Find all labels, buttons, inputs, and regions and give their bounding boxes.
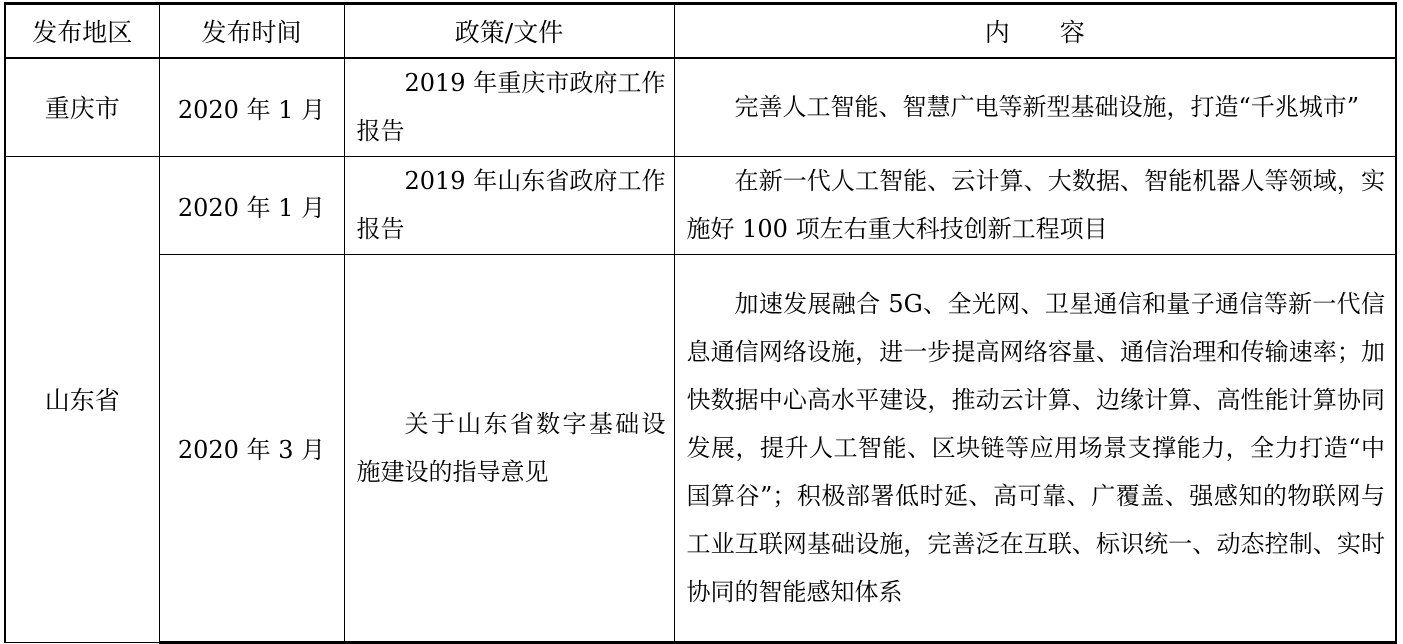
header-content: 内 容: [674, 4, 1396, 59]
policy-table: [4, 2, 1397, 644]
header-date: 发布时间: [159, 4, 344, 59]
cell-content: 在新一代人工智能、云计算、大数据、智能机器人等领域，实施好 100 项左右重大科技创新工程项目: [674, 156, 1396, 254]
cell-content: 完善人工智能、智慧广电等新型基础设施，打造“千兆城市”: [674, 58, 1396, 156]
cell-region: 重庆市: [5, 58, 159, 156]
table-header-row: [5, 4, 1396, 59]
cell-date: 2020 年 1 月: [159, 58, 344, 156]
cell-policy: 2019 年重庆市政府工作报告: [344, 58, 674, 156]
header-region: 发布地区: [5, 4, 159, 59]
cell-policy: 2019 年山东省政府工作报告: [344, 156, 674, 254]
cell-content: 加速发展融合 5G、全光网、卫星通信和量子通信等新一代信息通信网络设施，进一步提高网络容量、通信治理和传输速率；加快数据中心高水平建设，推动云计算、边缘计算、高性能计算协同发展，提升人工智能、区块链等应用场景支撑能力，全力打造“中国算谷”；积极部署低时延、高可靠、广覆盖、强感知的物联网与工业互联网基础设施，完善泛在互联、标识统一、动态控制、实时协同的智能感知体系: [674, 254, 1396, 642]
cell-date: 2020 年 1 月: [159, 156, 344, 254]
cell-date: 2020 年 3 月: [159, 254, 344, 642]
table-row: [5, 156, 1396, 254]
cell-region: 山东省: [5, 156, 159, 642]
cell-policy: 关于山东省数字基础设施建设的指导意见: [344, 254, 674, 642]
table-row: [5, 58, 1396, 156]
header-policy: 政策/文件: [344, 4, 674, 59]
table-row: [5, 254, 1396, 642]
